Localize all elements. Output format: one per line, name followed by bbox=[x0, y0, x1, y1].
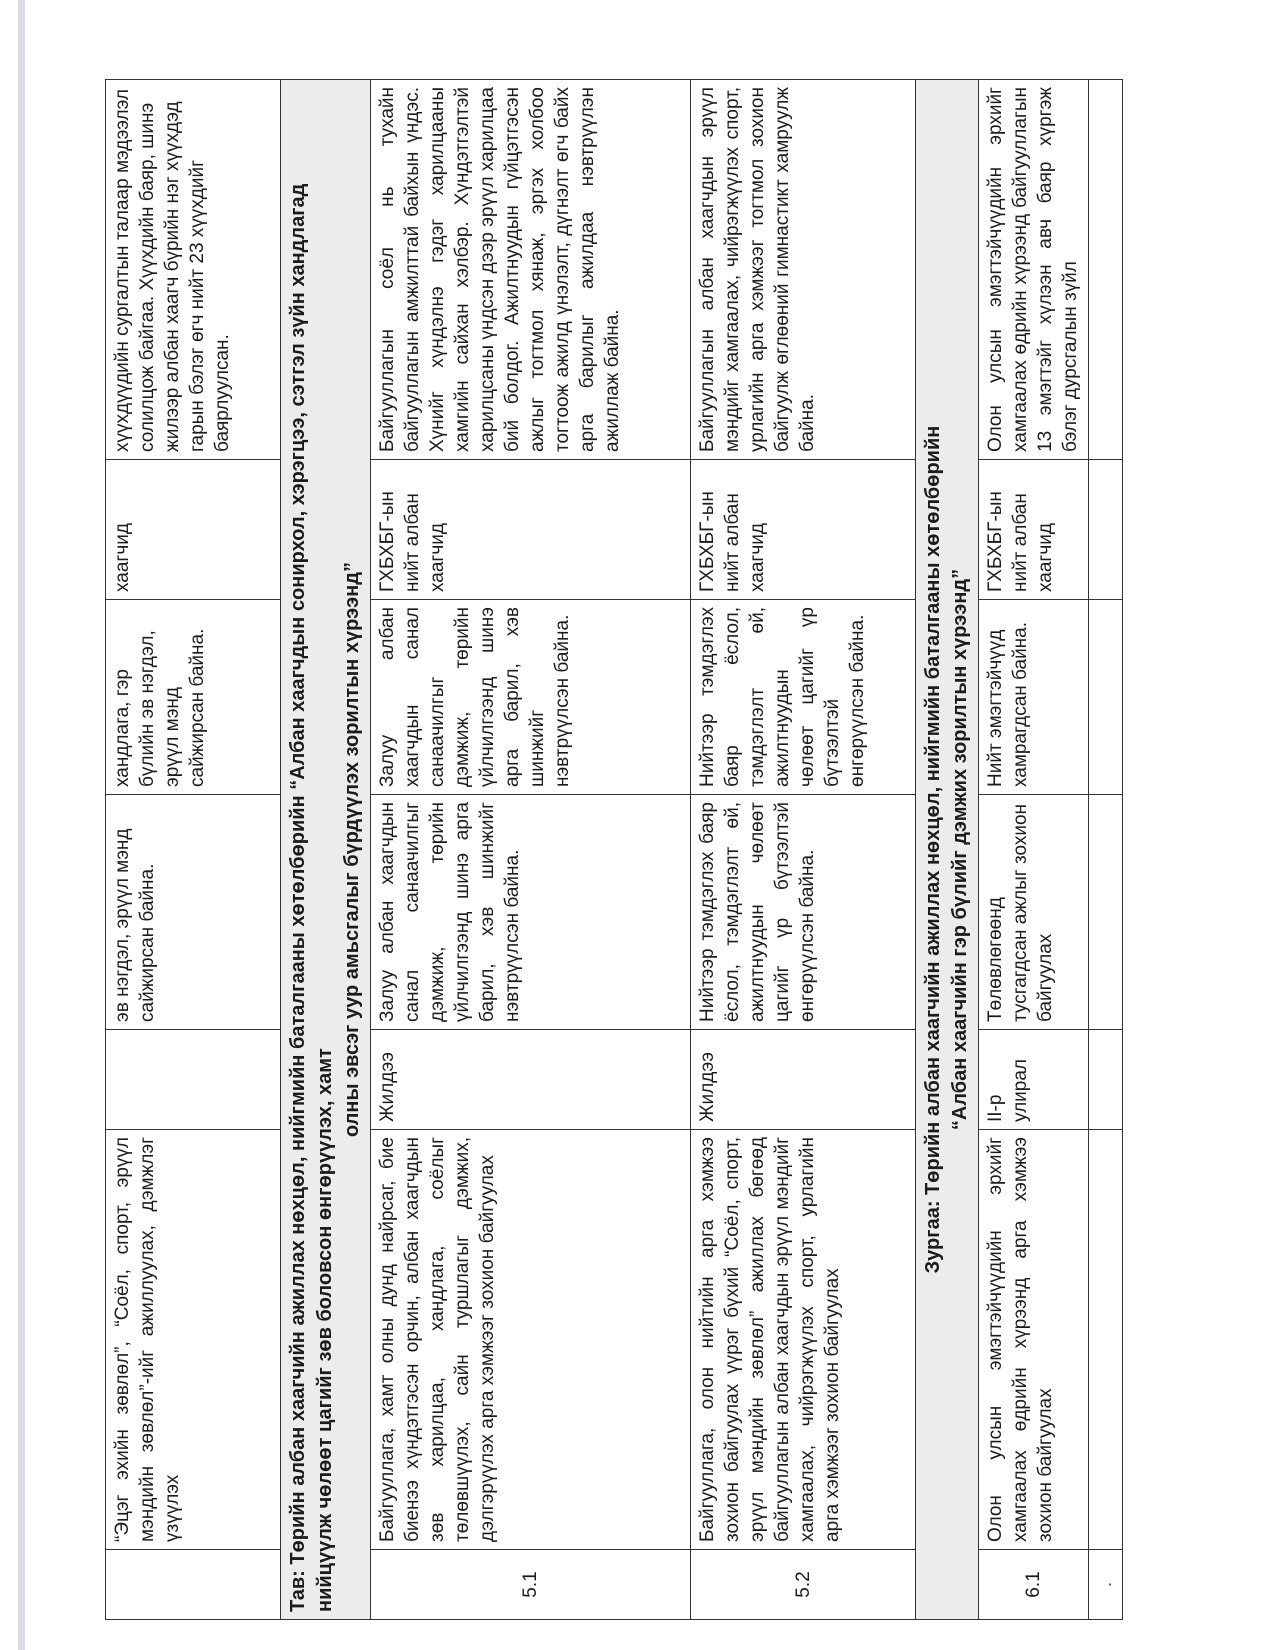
target-cell: ГХБХБГ-ын нийт албан хаагчид bbox=[691, 460, 916, 600]
section-six-line2: “Албан хаагчийн гэр бүлийг дэмжих зорилтын хүрээнд” bbox=[949, 568, 971, 1131]
row-number bbox=[106, 1550, 281, 1620]
target-cell: ГХБХБГ-ын нийт албан хаагчид bbox=[371, 460, 691, 600]
section-header-row bbox=[281, 80, 371, 1620]
period-cell: Жилдээ bbox=[371, 1030, 691, 1130]
section-six-header bbox=[916, 80, 979, 1620]
section-five-header bbox=[281, 80, 371, 1620]
activity-cell: Олон улсын эмэгтэйчүүдийн эрхийг хамгаалах өдрийн хүрээнд арга хэмжээ зохион байгуулах bbox=[979, 1130, 1089, 1550]
indicator-cell: Нийтээр тэмдэглэх баяр ёслол, тэмдэглэлт өй, ажилтнуудын чөлөөт цагийг үр бүтээлтэй өнгөрүүлсэн байна. bbox=[691, 795, 916, 1030]
row-number: . bbox=[1089, 1550, 1123, 1620]
scan-page-edge bbox=[18, 0, 25, 1650]
baseline-cell bbox=[1089, 600, 1123, 795]
section-six-line1: Зургаа: Төрийн албан хаагчийн ажиллах нөхцөл, нийгмийн баталгааны хөтөлбөрийн bbox=[922, 425, 944, 1274]
result-cell: хүүхдүүдийн сургалтын талаар мэдээлэл солилцож байгаа. Хүүхдийн баяр, шинэ жилээр албан хаагч бүрийн нэг хүүхдэд гарын бэлэг өгч нийт 23 хүүхдийг баярлуулсан. bbox=[106, 80, 281, 460]
indicator-cell: эв нэгдэл, эрүүл мэнд сайжирсан байна. bbox=[106, 795, 281, 1030]
table-row bbox=[106, 80, 281, 1620]
section-five-line2: олны эвсэг уур амьсгалыг бүрдүүлэх зорилтын хүрээнд” bbox=[341, 562, 363, 1138]
action-plan-table bbox=[105, 79, 1123, 1620]
result-cell: Байгууллагын албан хаагчдын эрүүл мэндийг хамгаалах, чийрэгжүүлэх спорт, урлагийн арга хэмжээг тогтмол зохион байгуулж өглөөний гимнастикт хамруулж байна. bbox=[691, 80, 916, 460]
activity-cell bbox=[1089, 1130, 1123, 1550]
activity-cell: “Эцэг эхийн зөвлөл”, “Соёл, спорт, эрүүл мэндийн зөвлөл”-ийг ажиллуулах, дэмжлэг үзүүлэх bbox=[106, 1130, 281, 1550]
row-number: 5.2 bbox=[691, 1550, 916, 1620]
target-cell bbox=[1089, 460, 1123, 600]
row-number: 5.1 bbox=[371, 1550, 691, 1620]
baseline-cell: хандлага, гэр бүлийн эв нэгдэл, эрүүл мэнд сайжирсан байна. bbox=[106, 600, 281, 795]
target-cell: ГХБХБГ-ын нийт албан хаагчид bbox=[979, 460, 1089, 600]
target-cell: хаагчид bbox=[106, 460, 281, 600]
indicator-cell: Төлөвлөгөөнд тусгагдсан ажлыг зохион байгуулах bbox=[979, 795, 1089, 1030]
period-cell: Жилдээ bbox=[691, 1030, 916, 1130]
baseline-cell: Залуу албан хаагчдын санал санаачилгыг дэмжиж, төрийн үйлчилгээнд шинэ арга барил, хэв шинжийг нэвтрүүлсэн байна. bbox=[371, 600, 691, 795]
indicator-cell: Залуу албан хаагчдын санал санаачилгыг дэмжиж, төрийн үйлчилгээнд шинэ арга барил, хэв шинжийг нэвтрүүлсэн байна. bbox=[371, 795, 691, 1030]
indicator-cell bbox=[1089, 795, 1123, 1030]
baseline-cell: Нийт эмэгтэйчүүд хамрагдсан байна. bbox=[979, 600, 1089, 795]
activity-cell: Байгууллага, хамт олны дунд найрсаг, бие биенээ хүндэтгэсэн орчин, албан хаагчдын зөв харилцаа, хандлага, соёлыг төлөвшүүлэх, сайн туршлагыг дэмжих, дэлгэрүүлэх арга хэмжээг зохион байгуулах bbox=[371, 1130, 691, 1550]
table-row bbox=[691, 80, 916, 1620]
section-header-row bbox=[916, 80, 979, 1620]
period-cell bbox=[106, 1030, 281, 1130]
result-cell: Олон улсын эмэгтэйчүүдийн эрхийг хамгаалах өдрийн хүрээнд байгууллагын 13 эмэгтэйг хүлээн авч баяр хүргэж бэлэг дурсгалын зүйл bbox=[979, 80, 1089, 460]
period-cell: II-р улирал bbox=[979, 1030, 1089, 1130]
activity-cell: Байгууллага, олон нийтийн арга хэмжээ зохион байгуулах үүрэг бүхий “Соёл, спорт, эрүүл мэндийн зөвлөл” ажиллах бөгөөд байгууллагын албан хаагчдын эрүүл мэндийг хамгаалах, чийрэгжүүлэх спорт, урлагийн арга хэмжээг зохион байгуулах bbox=[691, 1130, 916, 1550]
period-cell bbox=[1089, 1030, 1123, 1130]
result-cell bbox=[1089, 80, 1123, 460]
section-five-line1: Тав: Төрийн албан хаагчийн ажиллах нөхцөл, нийгмийн баталгааны хөтөлбөрийн “Албан хаагчдын сонирхол, хэрэгцээ, сэтгэл зүйн хандлагад нийцүүлж чөлөөт цагийг зөв боловсон өнгөрүүлэх, хамт bbox=[287, 183, 336, 1612]
table-row bbox=[979, 80, 1089, 1620]
table-row bbox=[1089, 80, 1123, 1620]
table-row bbox=[371, 80, 691, 1620]
row-number: 6.1 bbox=[979, 1550, 1089, 1620]
rotated-page bbox=[105, 80, 1116, 1620]
baseline-cell: Нийтээр тэмдэглэх баяр ёслол, тэмдэглэлт өй, ажилтнуудын чөлөөт цагийг үр бүтээлтэй өнгөрүүлсэн байна. bbox=[691, 600, 916, 795]
result-cell: Байгууллагын соёл нь тухайн байгууллагын амжилттай байхын үндэс. Хүнийг хүндэлнэ гэдэг харилцааны хамгийн сайхан хэлбэр. Хүндэтгэлтэй харилцсаны үндсэн дээр эрүүл харилцаа бий болдог. Ажилтнуудын гүйцэтгэсэн ажлыг тогтмол хянаж, эргэх холбоо тогтоож ажилд үнэлэлт, дүгнэлт өгч байх арга барилыг ажилдаа нэвтрүүлэн ажиллаж байна. bbox=[371, 80, 691, 460]
rotated-table-wrapper bbox=[105, 80, 1116, 1620]
